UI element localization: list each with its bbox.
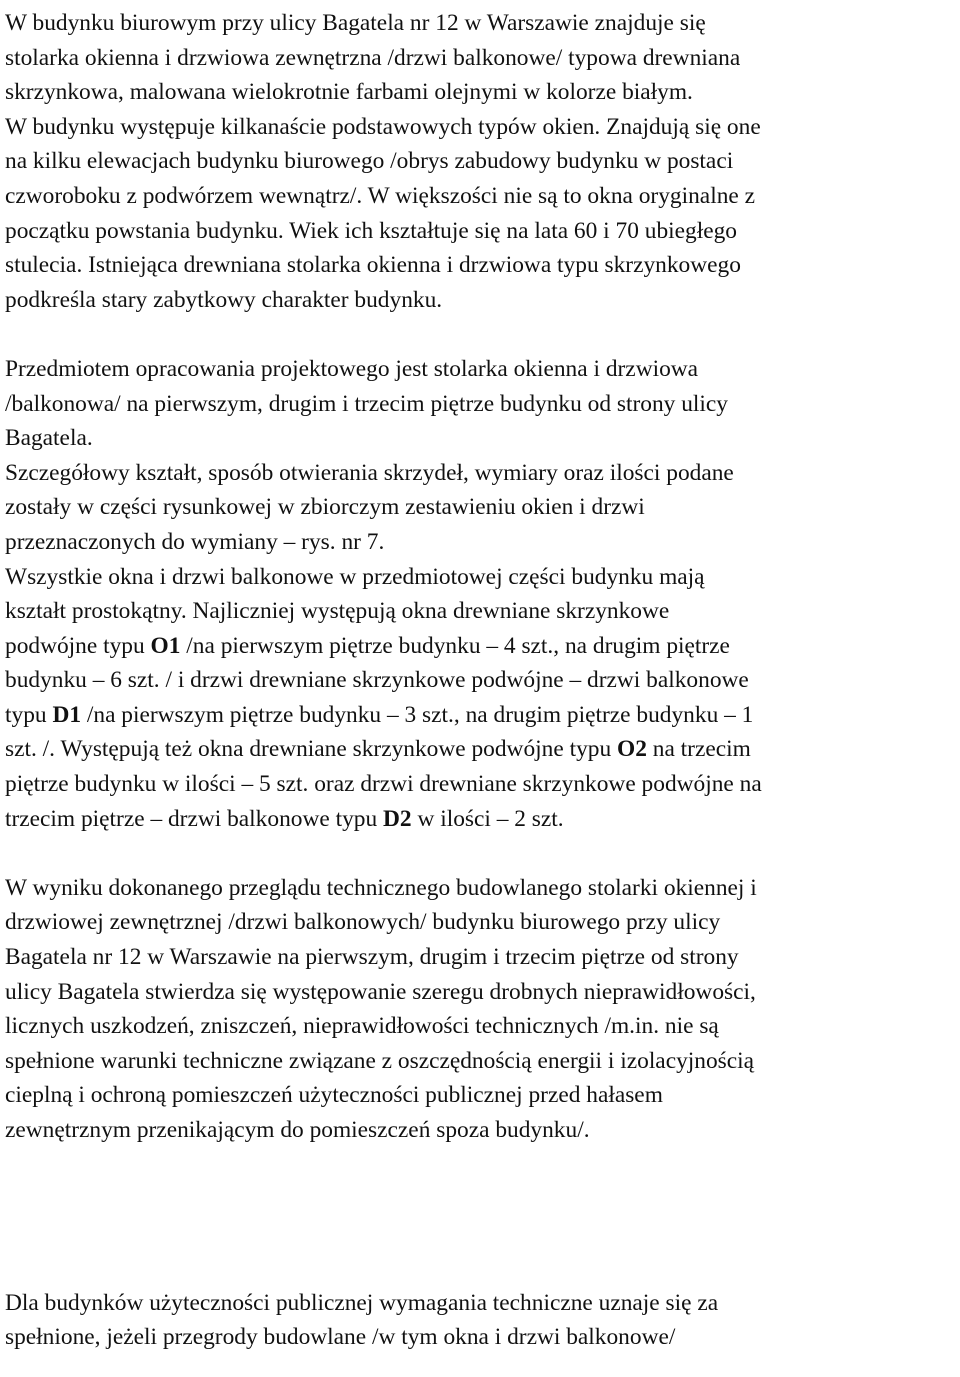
type-code-d2: D2 <box>383 805 412 832</box>
type-code-o2: O2 <box>617 736 647 763</box>
type-code-o1: O1 <box>150 632 181 659</box>
text-line: skrzynkowa, malowana wielokrotnie farbami olejnymi w kolorze białym. <box>5 79 693 106</box>
text-line: W budynku biurowym przy ulicy Bagatela nr 12 w Warszawie znajduje się <box>5 10 706 36</box>
text-line <box>5 802 957 837</box>
text-line: Szczegółowy kształt, sposób otwierania skrzydeł, wymiary oraz ilości podane <box>5 459 734 486</box>
text-line: zewnętrznym przenikającym do pomieszczeń spoza budynku/. <box>5 1117 590 1143</box>
text-run: w ilości – 2 szt. <box>411 805 564 832</box>
text-line <box>5 629 957 664</box>
text-line: zostały w części rysunkowej w zbiorczym zestawieniu okien i drzwi <box>5 494 645 521</box>
paragraph-spacer <box>5 836 957 871</box>
type-code-d1: D1 <box>52 701 82 728</box>
text-line: Bagatela. <box>5 425 93 452</box>
text-line <box>5 732 957 767</box>
text-line: budynku – 6 szt. / i drzwi drewniane skrzynkowe podwójne – drzwi balkonowe <box>5 667 749 694</box>
text-line: /balkonowa/ na pierwszym, drugim i trzecim piętrze budynku od strony ulicy <box>5 390 728 417</box>
text-line: przeznaczonych do wymiany – rys. nr 7. <box>5 528 385 555</box>
text-line: Przedmiotem opracowania projektowego jest stolarka okienna i drzwiowa <box>5 355 699 382</box>
text-run: szt. /. Występują też okna drewniane skrzynkowe podwójne typu <box>5 736 618 763</box>
text-line: ulicy Bagatela stwierdza się występowanie szeregu drobnych nieprawidłowości, <box>5 978 756 1005</box>
text-line: spełnione, jeżeli przegrody budowlane /w tym okna i drzwi balkonowe/ <box>5 1324 676 1351</box>
text-line: stulecia. Istniejąca drewniana stolarka okienna i drzwiowa typu skrzynkowego <box>5 252 741 279</box>
paragraph-technical-requirements <box>5 1286 957 1355</box>
text-run: typu <box>5 701 53 728</box>
text-line: licznych uszkodzeń, zniszczeń, nieprawidłowości technicznych /m.in. nie są <box>5 1013 719 1040</box>
text-run: /na pierwszym piętrze budynku – 3 szt., na drugim piętrze budynku – 1 <box>81 701 754 728</box>
text-line: W budynku występuje kilkanaście podstawowych typów okien. Znajdują się one <box>5 113 761 140</box>
text-line: cieplną i ochroną pomieszczeń użyteczności publicznej przed hałasem <box>5 1082 663 1109</box>
paragraph-building-description <box>5 6 957 317</box>
text-line: piętrze budynku w ilości – 5 szt. oraz drzwi drewniane skrzynkowe podwójne na <box>5 771 762 798</box>
text-line: spełnione warunki techniczne związane z oszczędnością energii i izolacyjnością <box>5 1047 755 1074</box>
text-line <box>5 698 957 733</box>
paragraph-window-types <box>5 560 957 837</box>
text-line: W wyniku dokonanego przeglądu technicznego budowlanego stolarki okiennej i <box>5 874 757 901</box>
text-line: kształt prostokątny. Najliczniej występują okna drewniane skrzynkowe <box>5 598 670 625</box>
text-run: /na pierwszym piętrze budynku – 4 szt., na drugim piętrze <box>180 632 730 659</box>
text-line: na kilku elewacjach budynku biurowego /obrys zabudowy budynku w postaci <box>5 148 734 175</box>
text-run: trzecim piętrze – drzwi balkonowe typu <box>5 805 384 832</box>
text-line: Dla budynków użyteczności publicznej wymagania techniczne uznaje się za <box>5 1289 719 1316</box>
text-line: Wszystkie okna i drzwi balkonowe w przedmiotowej części budynku mają <box>5 563 705 590</box>
text-line: drzwiowej zewnętrznej /drzwi balkonowych/ budynku biurowego przy ulicy <box>5 909 721 936</box>
document-page <box>5 6 957 1355</box>
paragraph-spacer <box>5 1148 957 1286</box>
text-run: na trzecim <box>646 736 751 763</box>
paragraph-inspection-findings <box>5 871 957 1148</box>
paragraph-project-scope <box>5 352 957 560</box>
text-line: podkreśla stary zabytkowy charakter budynku. <box>5 286 443 313</box>
text-run: podwójne typu <box>5 632 151 659</box>
paragraph-spacer <box>5 317 957 352</box>
text-line: stolarka okienna i drzwiowa zewnętrzna /drzwi balkonowe/ typowa drewniana <box>5 44 741 71</box>
text-line: Bagatela nr 12 w Warszawie na pierwszym, drugim i trzecim piętrze od strony <box>5 944 739 971</box>
text-line: czworoboku z podwórzem wewnątrz/. W większości nie są to okna oryginalne z <box>5 182 755 209</box>
text-line: początku powstania budynku. Wiek ich kształtuje się na lata 60 i 70 ubiegłego <box>5 217 737 244</box>
